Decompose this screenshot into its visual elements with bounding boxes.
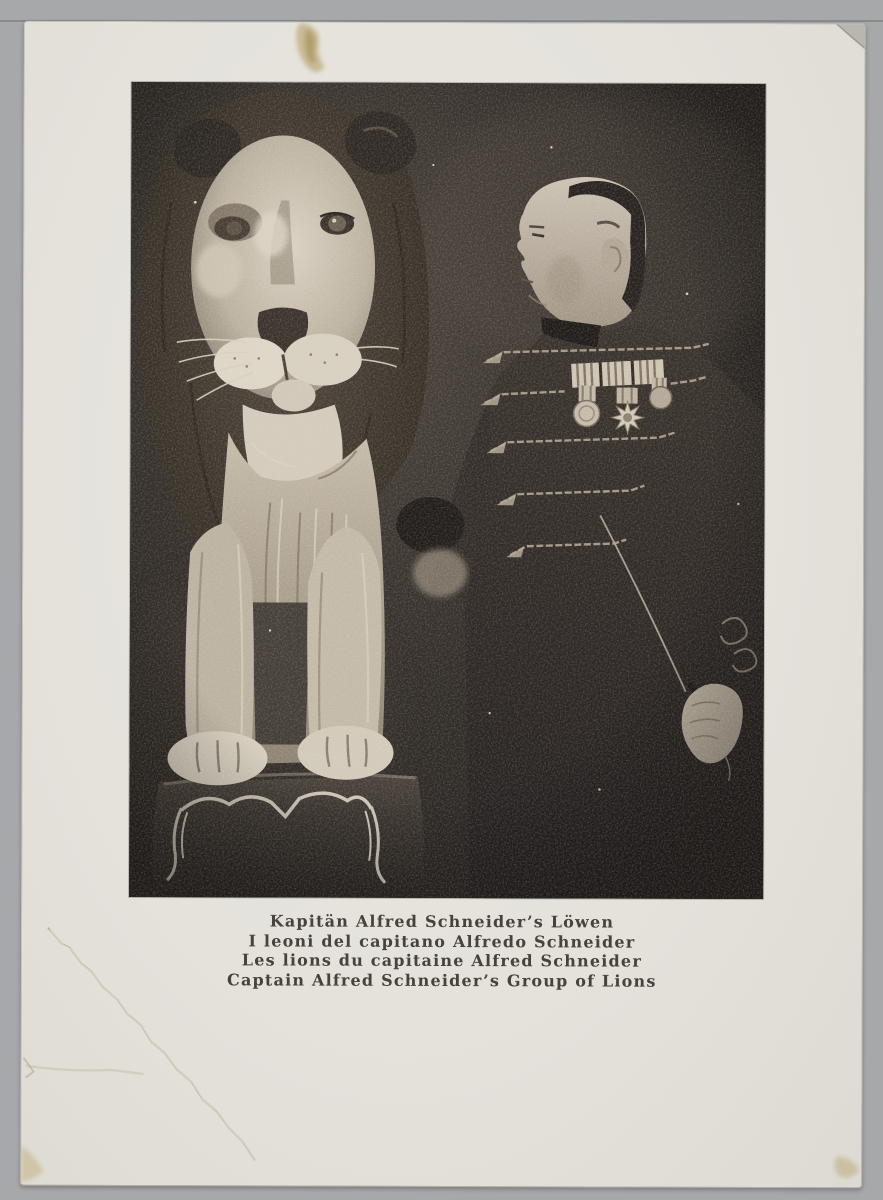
caption-line-french: Les lions du capitaine Alfred Schneider [241,950,643,971]
caption-line-italian: I leoni del capitano Alfredo Schneider [248,930,636,952]
caption-line-german: Kapitän Alfred Schneider’s Löwen [269,911,615,932]
caption-block [22,911,862,992]
chip-bottom-left [21,1146,43,1182]
caption-line-english: Captain Alfred Schneider’s Group of Lions [227,970,657,991]
postcard [20,21,866,1189]
postcard-photo [129,82,766,899]
chip-bottom-right [835,1156,860,1177]
stain-top-center [296,23,325,73]
